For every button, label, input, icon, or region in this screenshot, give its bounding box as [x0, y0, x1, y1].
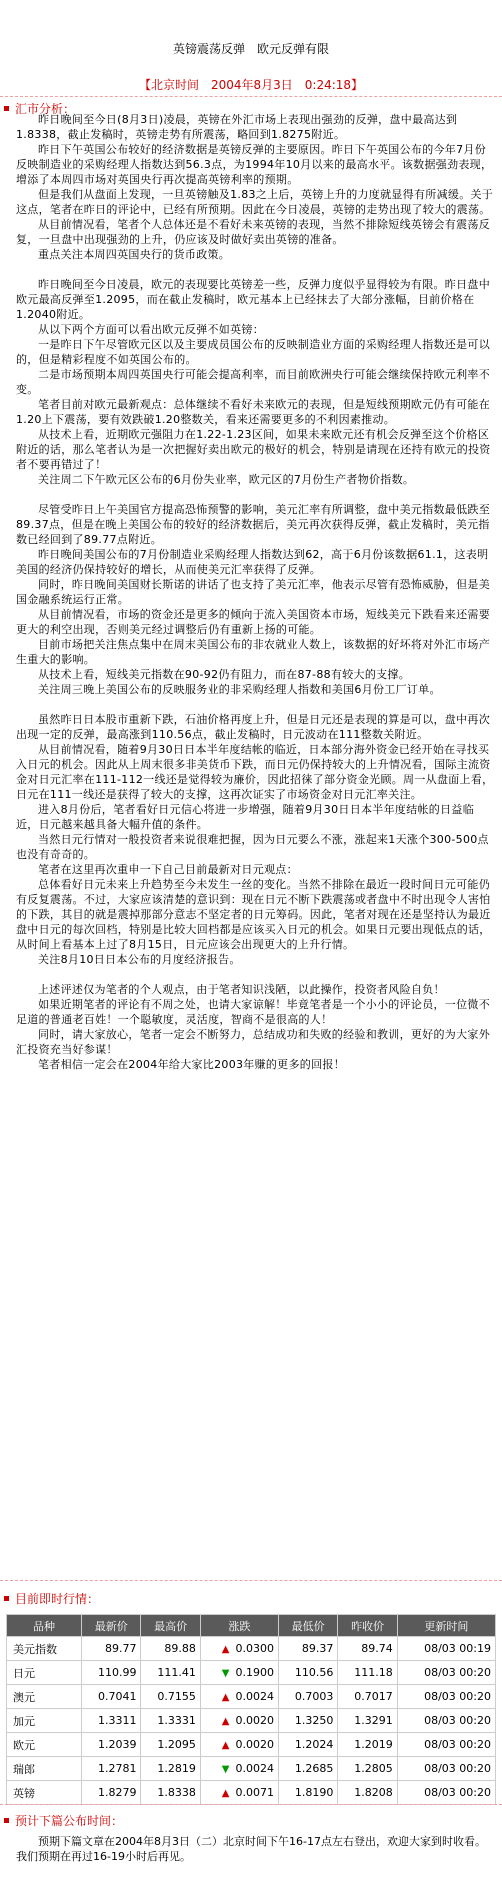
article-paragraph: 从目前情况看，市场的资金还是更多的倾向于流入美国资本市场，短线美元下跌看来还需要更大的利空出现，否则美元经过调整后仍有重新上扬的可能。: [16, 608, 490, 636]
instrument-name: 美元指数: [7, 1637, 82, 1661]
last-price: 1.2781: [82, 1757, 141, 1781]
change-value: 0.1900: [235, 1666, 274, 1679]
low-price: 0.7003: [278, 1685, 337, 1709]
low-price: 89.37: [278, 1637, 337, 1661]
publish-time: 【北京时间 2004年8月3日 0:24:18】: [138, 78, 364, 92]
article-paragraph: 关注周二下午欧元区公布的6月份失业率，欧元区的7月份生产者物价指数。: [38, 473, 415, 486]
up-arrow-icon: ▲: [221, 1692, 230, 1703]
change-cell: [200, 1661, 278, 1685]
quote-row: [7, 1685, 496, 1709]
high-price: 0.7155: [141, 1685, 200, 1709]
paragraph-gap: [16, 697, 496, 712]
change-cell: [200, 1733, 278, 1757]
last-price: 1.2039: [82, 1733, 141, 1757]
change-cell: [200, 1781, 278, 1805]
section-forecast-heading: [4, 1812, 123, 1828]
prev-close: 1.2805: [338, 1757, 397, 1781]
column-header: 品种: [7, 1615, 82, 1637]
update-time: 08/03 00:19: [397, 1637, 495, 1661]
divider: [0, 1580, 502, 1581]
article-paragraph: 从目前情况看，笔者个人总体还是不看好未来英镑的表现，当然不排除短线英镑会有震荡反复，一旦盘中出现强劲的上升，仍应该及时做好卖出英镑的准备。: [16, 218, 490, 246]
column-header: 最新价: [82, 1615, 141, 1637]
article-paragraph: 从目前情况看，随着9月30日日本半年度结帐的临近，日本部分海外资金已经开始在寻找买入日元的机会。因此从上周末很多非美货币下跌，而日元仍保持较大的上升情况看，国际主流资金对日元汇率在111-112一线还是觉得较为廉价，因此招徕了部分资金光顾。周一从盘面上看，日元在111一线还是获得了较大的支撑，这再次证实了市场资金对日元汇率关注。: [16, 743, 494, 801]
down-arrow-icon: ▼: [221, 1668, 230, 1679]
prev-close: 89.74: [338, 1637, 397, 1661]
instrument-name: 瑞郎: [7, 1757, 82, 1781]
change-value: 0.0020: [235, 1738, 274, 1751]
column-header: 最高价: [141, 1615, 200, 1637]
article-paragraph: 关注8月10日日本公布的月度经济报告。: [38, 953, 241, 966]
prev-close: 1.8208: [338, 1781, 397, 1805]
article-paragraph: 目前市场把关注焦点集中在周末美国公布的非农就业人数上，该数据的好坏将对外汇市场产生重大的影响。: [16, 638, 490, 666]
column-header: 涨跌: [200, 1615, 278, 1637]
article-paragraph: 同时，昨日晚间美国财长斯诺的讲话了也支持了美元汇率，他表示尽管有恐怖威胁，但是美国金融系统运行正常。: [16, 578, 490, 606]
change-cell: [200, 1757, 278, 1781]
article-paragraph: 笔者目前对欧元最新观点：总体继续不看好未来欧元的表现，但是短线预期欧元仍有可能在1.20上下震荡，要有效跌破1.20整数关，看来还需要更多的不利因素推动。: [16, 398, 490, 426]
bullet-icon: [4, 106, 9, 111]
up-arrow-icon: ▲: [221, 1740, 230, 1751]
article-paragraph: 如果近期笔者的评论有不周之处，也请大家谅解！毕竟笔者是一个小小的评论员，一位微不足道的普通老百姓！一个聪敏度，灵活度，智商不是很高的人！: [16, 998, 490, 1026]
article-paragraph: 昨日晚间至今日凌晨，欧元的表现要比英镑差一些，反弹力度似乎显得较为有限。昨日盘中欧元最高反弹至1.2095，而在截止发稿时，欧元基本上已经抹去了大部分涨幅，目前价格在1.2040附近。: [16, 278, 490, 321]
article-paragraph: 同时，请大家放心，笔者一定会不断努力，总结成功和失败的经验和教训，更好的为大家外汇投资充当好参谋！: [16, 1028, 490, 1056]
article-paragraph: 笔者在这里再次重申一下自己目前最新对日元观点：: [38, 863, 298, 876]
section-analysis-label: 汇市分析：: [15, 101, 76, 116]
instrument-name: 澳元: [7, 1685, 82, 1709]
article-paragraph: 昨日下午英国公布较好的经济数据是英镑反弹的主要原因。昨日下午英国公布的今年7月份反映制造业的采购经理人指数达到56.3点，为1994年10月以来的最高水平。该数据强劲表现，增添了本周四市场对英国央行再次提高英镑利率的预期。: [16, 143, 493, 186]
low-price: 1.2685: [278, 1757, 337, 1781]
quote-row: [7, 1709, 496, 1733]
quotes-table: [6, 1614, 496, 1805]
paragraph-gap: [16, 262, 496, 277]
section-quotes-label: 目前即时行情：: [15, 1591, 100, 1606]
article-paragraph: 尽管受昨日上午美国官方提高恐怖预警的影响，美元汇率有所调整，盘中美元指数最低跌至89.37点，但是在晚上美国公布的较好的经济数据后，美元再次获得反弹，截止发稿时，美元指数已经回到了89.77点附近。: [16, 503, 490, 546]
change-value: 0.0024: [235, 1762, 274, 1775]
article-title: 英镑震荡反弹 欧元反弹有限: [172, 42, 329, 56]
analysis-article: [16, 112, 496, 1072]
quote-row: [7, 1661, 496, 1685]
low-price: 1.2024: [278, 1733, 337, 1757]
article-paragraph: 从技术上看，近期欧元强阻力在1.22-1.23区间，如果未来欧元还有机会反弹至这个价格区附近的话，那么笔者认为是一次把握好卖出欧元的极好的机会，特别是请现在还持有欧元的投资者不要再错过了！: [16, 428, 491, 471]
prev-close: 0.7017: [338, 1685, 397, 1709]
instrument-name: 日元: [7, 1661, 82, 1685]
change-cell: [200, 1685, 278, 1709]
article-paragraph: 但是我们从盘面上发现，一旦英镑触及1.83之上后，英镑上升的力度就显得有所减缓。关于这点，笔者在昨日的评论中，已经有所预期。因此在今日凌晨，英镑的走势出现了较大的震荡。: [16, 188, 494, 216]
high-price: 1.2819: [141, 1757, 200, 1781]
prev-close: 1.3291: [338, 1709, 397, 1733]
column-header: 最低价: [278, 1615, 337, 1637]
quotes-body: [7, 1637, 496, 1805]
quote-row: [7, 1733, 496, 1757]
high-price: 1.3331: [141, 1709, 200, 1733]
section-quotes-heading: [4, 1590, 99, 1606]
bullet-icon: [4, 1596, 9, 1601]
update-time: 08/03 00:20: [397, 1781, 495, 1805]
update-time: 08/03 00:20: [397, 1757, 495, 1781]
article-paragraph: 虽然昨日日本股市重新下跌，石油价格再度上升，但是日元还是表现的算是可以，盘中再次出现一定的反弹，最高涨到110.56点，截止发稿时，日元波动在111整数关附近。: [16, 713, 490, 741]
prev-close: 111.18: [338, 1661, 397, 1685]
forecast-text: 预期下篇文章在2004年8月3日（二）北京时间下午16-17点左右登出，欢迎大家到时收看。我们预期在再过16-19小时后再见。: [16, 1835, 486, 1863]
instrument-name: 欧元: [7, 1733, 82, 1757]
high-price: 1.2095: [141, 1733, 200, 1757]
article-paragraph: 昨日晚间美国公布的7月份制造业采购经理人指数达到62，高于6月份该数据61.1，这表明美国的经济仍保持较好的增长，从而使美元汇率获得了反弹。: [16, 548, 489, 576]
change-cell: [200, 1709, 278, 1733]
update-time: 08/03 00:20: [397, 1709, 495, 1733]
article-paragraph: 昨日晚间至今日(8月3日)凌晨，英镑在外汇市场上表现出强劲的反弹，盘中最高达到1.8338，截止发稿时，英镑走势有所震荡，略回到1.8275附近。: [16, 113, 458, 141]
article-paragraph: 一是昨日下午尽管欧元区以及主要成员国公布的反映制造业方面的采购经理人指数还是可以的，但是精彩程度不如英国公布的。: [16, 338, 490, 366]
change-cell: [200, 1637, 278, 1661]
column-header: 昨收价: [338, 1615, 397, 1637]
low-price: 1.8190: [278, 1781, 337, 1805]
article-paragraph: 上述评述仅为笔者的个人观点，由于笔者知识浅陋，以此操作，投资者风险自负！: [38, 983, 445, 996]
paragraph-gap: [16, 967, 496, 982]
quote-row: [7, 1781, 496, 1805]
low-price: 1.3250: [278, 1709, 337, 1733]
instrument-name: 英镑: [7, 1781, 82, 1805]
change-value: 0.0300: [235, 1642, 274, 1655]
prev-close: 1.2019: [338, 1733, 397, 1757]
section-forecast-label: 预计下篇公布时间：: [15, 1813, 124, 1828]
change-value: 0.0071: [235, 1786, 274, 1799]
last-price: 89.77: [82, 1637, 141, 1661]
up-arrow-icon: ▲: [221, 1788, 230, 1799]
update-time: 08/03 00:20: [397, 1733, 495, 1757]
last-price: 1.3311: [82, 1709, 141, 1733]
update-time: 08/03 00:20: [397, 1661, 495, 1685]
article-paragraph: 重点关注本周四英国央行的货币政策。: [38, 248, 231, 261]
article-paragraph: 关注周三晚上美国公布的反映服务业的非采购经理人指数和美国6月份工厂订单。: [38, 683, 441, 696]
last-price: 0.7041: [82, 1685, 141, 1709]
quote-row: [7, 1757, 496, 1781]
update-time: 08/03 00:20: [397, 1685, 495, 1709]
article-paragraph: 当然日元行情对一般投资者来说很难把握，因为日元要么不涨，涨起来1天涨个300-500点也没有奇奇的。: [16, 833, 489, 861]
down-arrow-icon: ▼: [221, 1764, 230, 1775]
article-paragraph: 总体看好日元未来上升趋势至今未发生一丝的变化。当然不排除在最近一段时间日元可能仍有反复震荡。不过，大家应该清楚的意识到：现在日元不断下跌震荡或者盘中不时出现令人害怕的下跌，其目的就是震掉那部分意志不坚定者的日元筹码。因此，笔者对现在还是坚持认为最近盘中日元的每次回档，特别是比较大回档都是应该买入日元的机会。如果日元要出现低点的话，从时间上看基本上过了8月15日，日元应该会出现更大的上升行情。: [16, 878, 491, 951]
column-header: 更新时间: [397, 1615, 495, 1637]
high-price: 1.8338: [141, 1781, 200, 1805]
instrument-name: 加元: [7, 1709, 82, 1733]
change-value: 0.0024: [235, 1690, 274, 1703]
up-arrow-icon: ▲: [221, 1644, 230, 1655]
last-price: 110.99: [82, 1661, 141, 1685]
article-paragraph: 笔者相信一定会在2004年给大家比2003年赚的更多的回报！: [38, 1058, 345, 1071]
paragraph-gap: [16, 487, 496, 502]
high-price: 111.41: [141, 1661, 200, 1685]
divider: [0, 1804, 502, 1805]
quotes-header-row: [7, 1615, 496, 1637]
quote-row: [7, 1637, 496, 1661]
article-paragraph: 从以下两个方面可以看出欧元反弹不如英镑：: [38, 323, 264, 336]
article-paragraph: 从技术上看，短线美元指数在90-92仍有阻力，而在87-88有较大的支撑。: [38, 668, 411, 681]
divider: [0, 96, 502, 97]
up-arrow-icon: ▲: [221, 1716, 230, 1727]
article-paragraph: 二是市场预期本周四英国央行可能会提高利率，而目前欧洲央行可能会继续保持欧元利率不变。: [16, 368, 490, 396]
bullet-icon: [4, 1818, 9, 1823]
high-price: 89.88: [141, 1637, 200, 1661]
forecast-text-block: [16, 1834, 496, 1864]
change-value: 0.0020: [235, 1714, 274, 1727]
article-paragraph: 进入8月份后，笔者看好日元信心将进一步增强，随着9月30日日本半年度结帐的日益临近，日元越来越具备大幅升值的条件。: [16, 803, 474, 831]
low-price: 110.56: [278, 1661, 337, 1685]
last-price: 1.8279: [82, 1781, 141, 1805]
